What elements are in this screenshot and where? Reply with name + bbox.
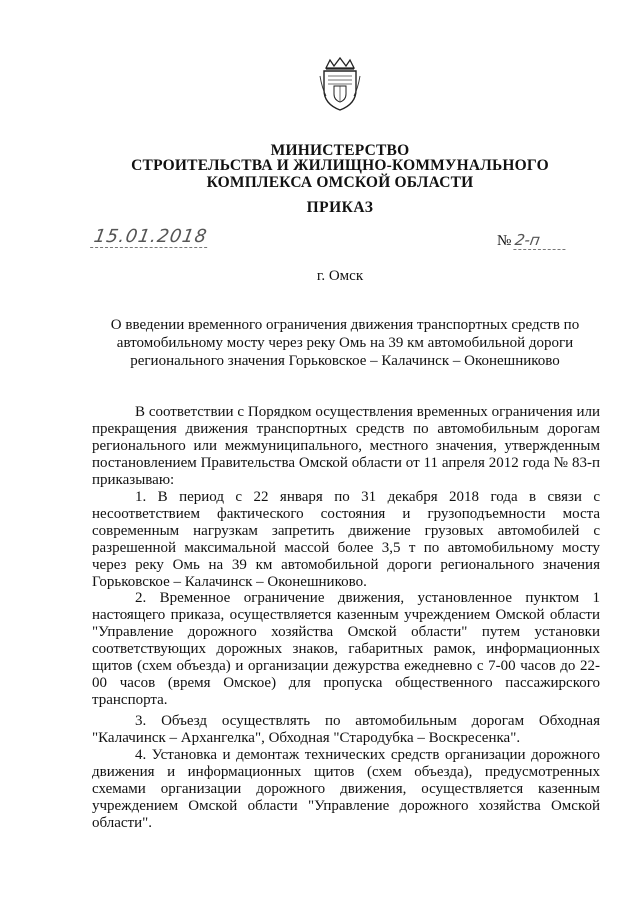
city-line: г. Омск — [316, 268, 364, 284]
document-type-title: ПРИКАЗ — [306, 199, 374, 216]
intro-paragraph: В соответствии с Порядком осуществления временных ограничения или прекращения движения транспортных средств по автомобильным дорогам регионального или межмуниципального, местного значения, утвержденным постановлением Правительства Омской области от 11 апреля 2012 года № 83-п приказываю: — [92, 404, 600, 488]
order-subject: О введении временного ограничения движения транспортных средств по автомобильному мосту через реку Омь на 39 км автомобильной дороги регионального значения Горьковское – Калачинск – Оконешниково — [110, 317, 580, 369]
ministry-name-line-2: СТРОИТЕЛЬСТВА И ЖИЛИЩНО-КОММУНАЛЬНОГО — [131, 157, 549, 174]
number-sign-label: № — [497, 233, 512, 249]
order-item-4: 4. Установка и демонтаж технических средств организации дорожного движения и информационных щитов (схем объезда), предусмотренных схемами организации дорожного движения, осуществляется казенным учреждением Омской области "Управление дорожного хозяйства Омской области". — [92, 747, 600, 831]
order-item-1: 1. В период с 22 января по 31 декабря 2018 года в связи с несоответствием фактического состояния и грузоподъемности моста современным нагрузкам запретить движение грузовых автомобилей с разрешенной максимальной массой более 3,5 т по автомобильному мосту через реку Омь на 39 км автомобильной дороги регионального значения Горьковское – Калачинск – Оконешниково. — [92, 489, 600, 590]
order-item-3: 3. Объезд осуществлять по автомобильным дорогам Обходная "Калачинск – Архангелка", Обходная "Стародубка – Воскресенка". — [92, 713, 600, 746]
order-number — [497, 231, 567, 250]
handwritten-date: 15.01.2018 — [90, 226, 211, 248]
ministry-name-line-3: КОМПЛЕКСА ОМСКОЙ ОБЛАСТИ — [206, 174, 474, 191]
omsk-region-coat-of-arms-icon — [318, 56, 362, 112]
handwritten-number: 2-п — [514, 231, 569, 250]
order-item-2: 2. Временное ограничение движения, установленное пунктом 1 настоящего приказа, осуществляется казенным учреждением Омской области "Управление дорожного хозяйства Омской области" путем установки соответствующих дорожных знаков, габаритных рамок, информационных щитов (схем объезда) и организации дежурства ежедневно с 7-00 часов до 22-00 часов (время Омское) для пропуска общественного пассажирского транспорта. — [92, 590, 600, 708]
ministry-name-line-1: МИНИСТЕРСТВО — [270, 142, 410, 159]
